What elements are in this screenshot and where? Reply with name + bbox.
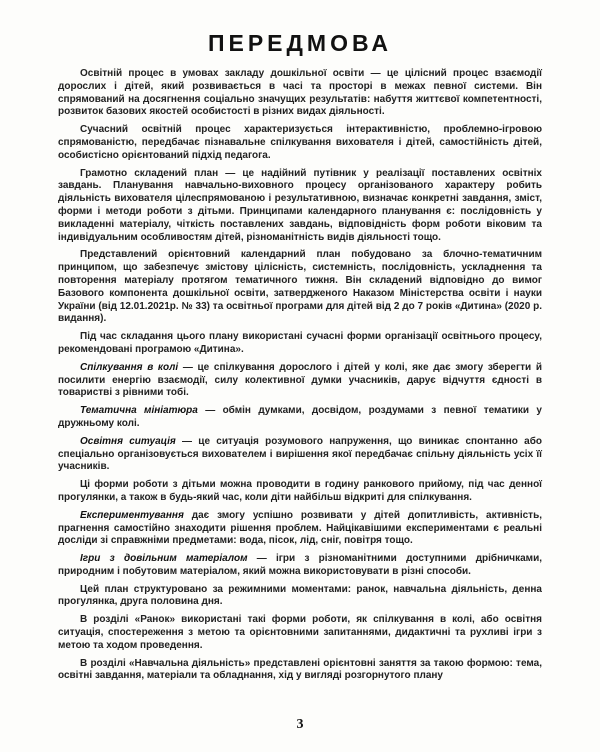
paragraph-term: Освітня ситуація	[80, 435, 176, 447]
paragraph-text: дає змогу успішно розвивати у дітей допитливість, активність, прагнення самостійно знаходити рішення проблем. Найцікавішими експериментами є реальні досліди зі справжніми предметами: вода, пісок, лід, сніг, повітря тощо.	[58, 509, 542, 547]
paragraph-text: Освітній процес в умовах закладу дошкільної освіти — це цілісний процес взаємодії дорослих і дітей, який розвивається в часі та просторі в межах певної системи. Він спрямований на досягнення соціально значущих результатів: набуття життєвої компетентності, розвиток базових якостей особистості в різних видах діяльності.	[58, 68, 542, 118]
paragraph-text: В розділі «Ранок» використані такі форми роботи, як спілкування в колі, або освітня ситуація, спостереження з метою та орієнтовними запитаннями, дидактичні та рухливі ігри з метою та ходом проведення.	[58, 614, 542, 651]
paragraph	[58, 479, 542, 505]
paragraph-text: В розділі «Навчальна діяльність» представлені орієнтовні заняття за такою формою: тема, освітні завдання, матеріали та обладнання, хід у вигляді розгорнутого плану	[58, 657, 542, 682]
paragraph	[58, 168, 542, 245]
page-title: ПЕРЕДМОВА	[207, 30, 393, 56]
paragraph	[58, 405, 542, 431]
paragraph	[58, 510, 542, 548]
page-number: 3	[296, 717, 304, 732]
paragraph-term: Ігри з довільним матеріалом	[80, 553, 248, 565]
paragraph-term: Спілкування в колі	[80, 361, 179, 373]
paragraph	[58, 658, 542, 684]
paragraph	[58, 362, 542, 400]
paragraph-text: — ігри з різноманітними доступними дрібничками, природним і побутовим матеріалом, який можна використовувати в різні способи.	[58, 553, 542, 577]
paragraph-text: Сучасний освітній процес характеризується інтерактивністю, проблемно-ігровою спрямованістю, передбачає пізнавальне спілкування вихователя і дітей, самостійність дітей, особистісно орієнтований підхід педагога.	[58, 124, 542, 161]
paragraph	[58, 553, 542, 579]
paragraph	[58, 584, 542, 610]
paragraph	[58, 331, 542, 357]
paragraph	[58, 68, 542, 119]
paragraph-text: Ці форми роботи з дітьми можна проводити в годину ранкового прийому, під час денної прогулянки, а також в будь-який час, коли діти найбільш відкриті для спілкування.	[58, 479, 542, 503]
paragraph-text: — це ситуація розумового напруження, що виникає спонтанно або спеціально організовується вихователем і вирішення якої передбачає спільну діяльність усіх її учасників.	[58, 435, 542, 473]
paragraph-term: Тематична мініатюра	[80, 405, 198, 417]
paragraph-text: Представлений орієнтовний календарний план побудовано за блочно-тематичним принципом, що забезпечує змістову цілісність, системність, послідовність, ускладнення та повторення матеріалу протягом тематичного тижня. Він складений відповідно до вимог Базового компонента дошкільної освіти, затвердженого Наказом Міністерства освіти і науки України (від 12.01.2021р. № 33) та освітньої програми для дітей від 2 до 7 років «Дитина» (2020 р. видання).	[58, 249, 542, 325]
paragraph	[58, 614, 542, 652]
paragraph-text: — це спілкування дорослого і дітей у колі, яке дає змогу зберегти й посилити енергію взаємодії, силу колективної думки учасників, дарує відчуття єдності в товаристві з рівними тобі.	[58, 361, 542, 399]
paragraph	[58, 436, 542, 474]
paragraph	[58, 124, 542, 162]
paragraph	[58, 249, 542, 326]
paragraph-text: Цей план структуровано за режимними моментами: ранок, навчальна діяльність, денна прогулянка, друга половина дня.	[58, 583, 542, 608]
paragraph-text: — обмін думками, досвідом, роздумами з певної тематики у дружньому колі.	[58, 405, 542, 429]
paragraph-text: Під час складання цього плану використані сучасні форми організації освітнього процесу, рекомендовані програмою «Дитина».	[58, 331, 542, 355]
paragraph-text: Грамотно складений план — це надійний путівник у реалізації поставлених освітніх завдань. Планування навчально-виховного процесу організованого характеру робить діяльність вихователя цілеспрямованою і результативною, визначає конкретні завдання, зміст, форми і методи роботи з дітьми. Принципами календарного планування є: послідовність у викладенні матеріалу, чіткість поставлених завдань, відповідність форм роботи віковим та індивідуальним особливостям дітей, різноманітність видів діяльності тощо.	[58, 167, 542, 243]
paragraph-term: Експериментування	[80, 509, 184, 521]
document-body	[58, 68, 542, 688]
